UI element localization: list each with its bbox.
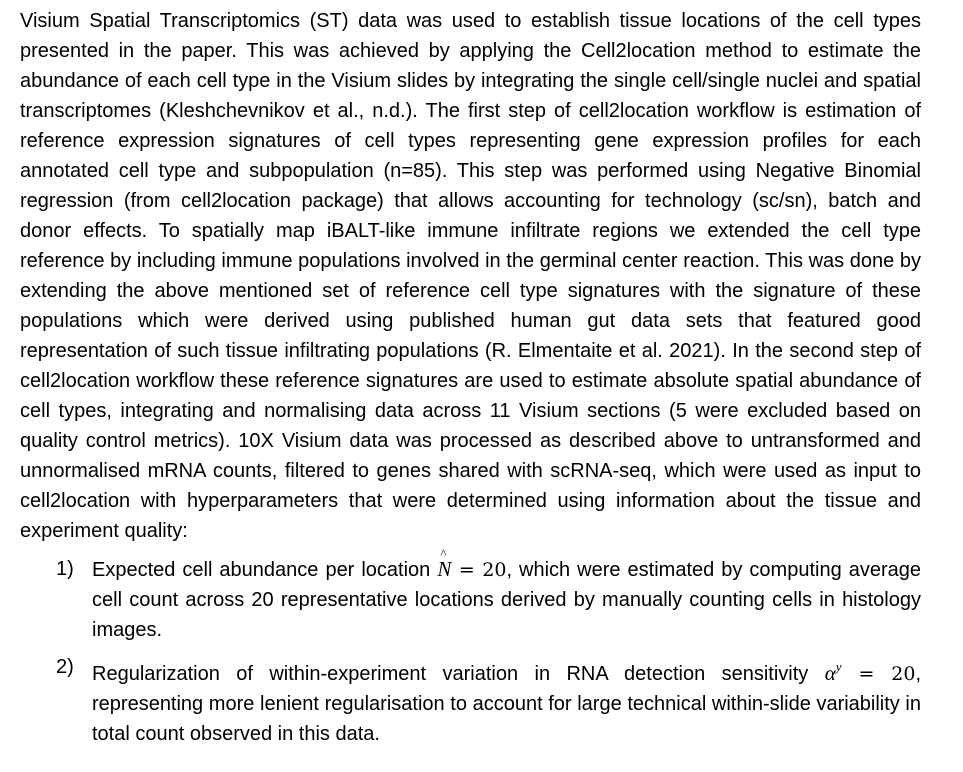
- math-variable-n-hat: ^ N: [437, 554, 451, 584]
- list-item: [20, 554, 921, 645]
- hyperparameter-list: [20, 554, 921, 749]
- list-item-number: 1): [56, 558, 74, 580]
- list-item-text-after: , representing more lenient regularisation to account for large technical within-slide variability in total count observed in this data.: [92, 663, 922, 745]
- list-item-text-before: Expected cell abundance per location: [92, 559, 438, 581]
- list-item-text-after: , which were estimated by computing average cell count across 20 representative locations derived by manually counting cells in histology images.: [92, 559, 921, 641]
- math-equals-value: = 20: [841, 663, 916, 685]
- math-superscript-y: y: [835, 659, 842, 674]
- list-item-text-before: Regularization of within-experiment variation in RNA detection sensitivity: [92, 663, 825, 685]
- math-variable-alpha: α: [824, 661, 836, 685]
- methods-paragraph: Visium Spatial Transcriptomics (ST) data was used to establish tissue locations of the cell types presented in the paper. This was achieved by applying the Cell2location method to estimate the abundance of each cell type in the Visium slides by integrating the single cell/single nuclei and spatial transcriptomes (Kleshchevnikov et al., n.d.). The first step of cell2location workflow is estimation of reference expression signatures of cell types representing gene expression profiles for each annotated cell type and subpopulation (n=85). This step was performed using Negative Binomial regression (from cell2location package) that allows accounting for technology (sc/sn), batch and donor effects. To spatially map iBALT-like immune infiltrate regions we extended the cell type reference by including immune populations involved in the germinal center reaction. This was done by extending the above mentioned set of reference cell type signatures with the signature of these populations which were derived using published human gut data sets that featured good representation of such tissue infiltrating populations (R. Elmentaite et al. 2021). In the second step of cell2location workflow these reference signatures are used to estimate absolute spatial abundance of cell types, integrating and normalising data across 11 Visium sections (5 were excluded based on quality control metrics). 10X Visium data was processed as described above to untransformed and unnormalised mRNA counts, filtered to genes shared with scRNA-seq, which were used as input to cell2location with hyperparameters that were determined using information about the tissue and experiment quality:: [20, 10, 921, 542]
- list-item-number: 2): [56, 656, 74, 678]
- math-equals-value: = 20: [451, 559, 507, 581]
- list-item: [20, 652, 921, 749]
